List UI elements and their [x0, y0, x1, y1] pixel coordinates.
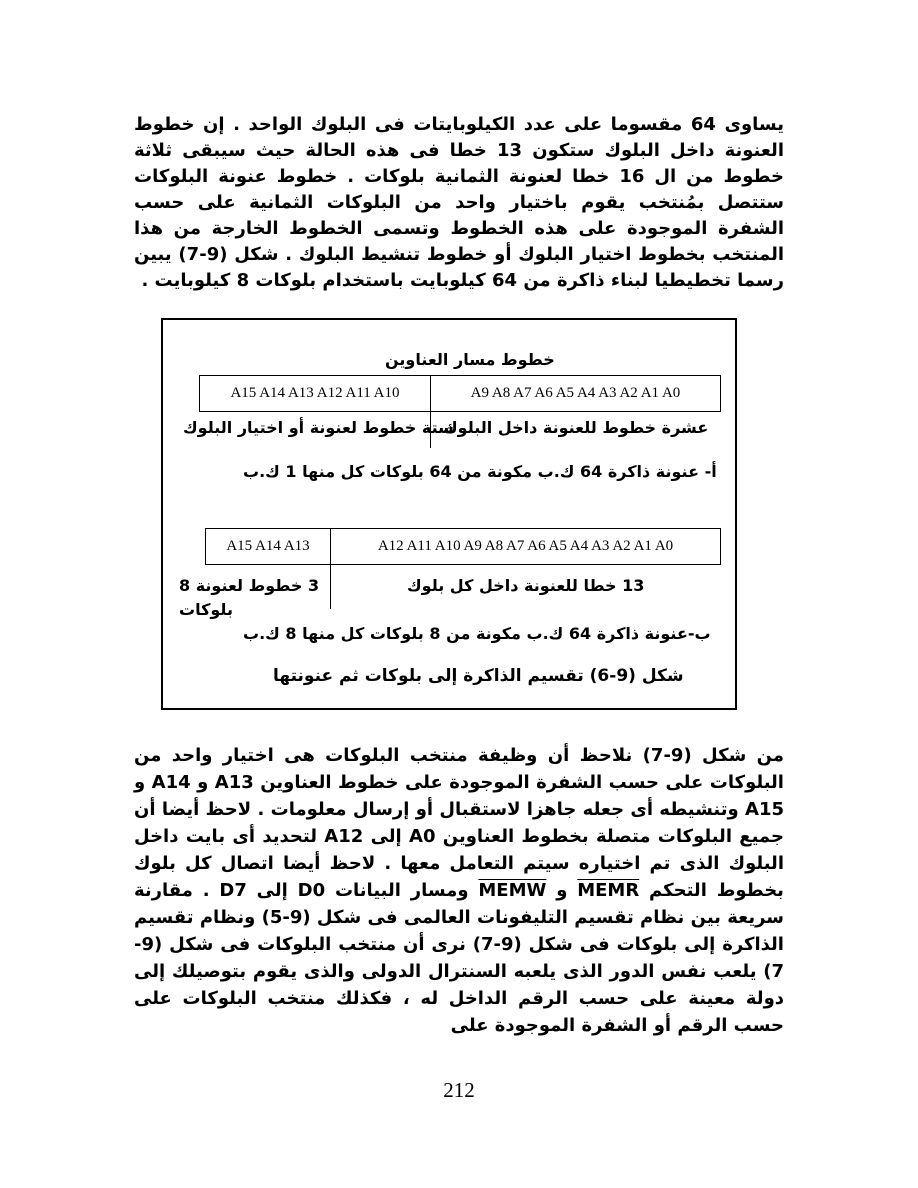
- memr-signal: MEMR: [577, 880, 640, 901]
- bus-title: خطوط مسار العناوين: [385, 350, 555, 369]
- divider-b: [330, 565, 331, 609]
- caption-a: أ- عنونة ذاكرة 64 ك.ب مكونة من 64 بلوكات كل منها 1 ك.ب: [243, 462, 717, 481]
- in-block-label-b: 13 خطا للعنونة داخل كل بلوك: [407, 576, 645, 595]
- address-lines-high-a: A15 A14 A13 A12 A11 A10: [199, 375, 431, 412]
- page-number: 212: [443, 1078, 475, 1102]
- paragraph-bottom: [134, 742, 784, 1039]
- in-block-label-a: عشرة خطوط للعنونة داخل البلوك: [443, 418, 709, 437]
- and-word: و: [556, 880, 568, 901]
- paragraph-top: [134, 112, 784, 294]
- block-select-label-a: ستة خطوط لعنونة أو اختيار البلوك: [183, 418, 454, 437]
- paragraph-top-text: يساوى 64 مقسوما على عدد الكيلوبايتات فى البلوك الواحد . إن خطوط العنونة داخل البلوك ستكون 13 خطا فى هذه الحالة حيث سيبقى ثلاثة خطوط من ال 16 خطا لعنونة الثمانية بلوكات . خطوط عنونة البلوكات ستتصل بمُنتخب يقوم باختيار واحد من البلوكات الثمانية على حسب الشفرة الموجودة على هذه الخطوط وتسمى الخطوط الخارجة من هذا المنتخب بخطوط اختيار البلوك أو خطوط تنشيط البلوك . شكل (9-7) يبين رسما تخطيطيا لبناء ذاكرة من 64 كيلوبايت باستخدام بلوكات 8 كيلوبايت .: [134, 114, 785, 291]
- paragraph-bottom-part1: من شكل (9-7) نلاحظ أن وظيفة منتخب البلوكات هى اختيار واحد من البلوكات على حسب الشفرة الموجودة على خطوط العناوين A13 و A14 و A15 وتنشيطه أى جعله جاهزا لاستقبال أو إرسال معلومات . لاحظ أيضا أن جميع البلوكات متصلة بخطوط العناوين A0 إلى A12 لتحديد أى بايت داخل البلوك الذى تم اختياره سيتم التعامل معها . لاحظ أيضا اتصال كل بلوك بخطوط التحكم: [134, 745, 784, 901]
- block-select-label-b: 3 خطوط لعنونة 8: [179, 576, 320, 595]
- address-lines-high-b: A15 A14 A13: [205, 528, 331, 565]
- paragraph-bottom-part2: ومسار البيانات D0 إلى D7 . مقارنة سريعة بين نظام تقسيم التليفونات العالمى فى شكل (9-5) ونظام تقسيم الذاكرة إلى بلوكات فى شكل (9-7) نرى أن منتخب البلوكات فى شكل (9-7) يلعب نفس الدور الذى يلعبه السنترال الدولى والذى يقوم بتوصيلك إلى دولة معينة على حسب الرقم الداخل له ، فكذلك منتخب البلوكات على حسب الرقم أو الشفرة الموجودة على: [134, 880, 784, 1036]
- figure-caption: شكل (9-6) تقسيم الذاكرة إلى بلوكات ثم عنونتها: [273, 666, 684, 686]
- address-lines-low-b: A12 A11 A10 A9 A8 A7 A6 A5 A4 A3 A2 A1 A0: [330, 528, 721, 565]
- memw-signal: MEMW: [478, 880, 547, 901]
- caption-b: ب-عنونة ذاكرة 64 ك.ب مكونة من 8 بلوكات كل منها 8 ك.ب: [243, 624, 711, 643]
- figure-memory-blocks: [161, 318, 737, 710]
- address-lines-low-a: A9 A8 A7 A6 A5 A4 A3 A2 A1 A0: [430, 375, 721, 412]
- block-select-label-b-line2: بلوكات: [179, 600, 233, 619]
